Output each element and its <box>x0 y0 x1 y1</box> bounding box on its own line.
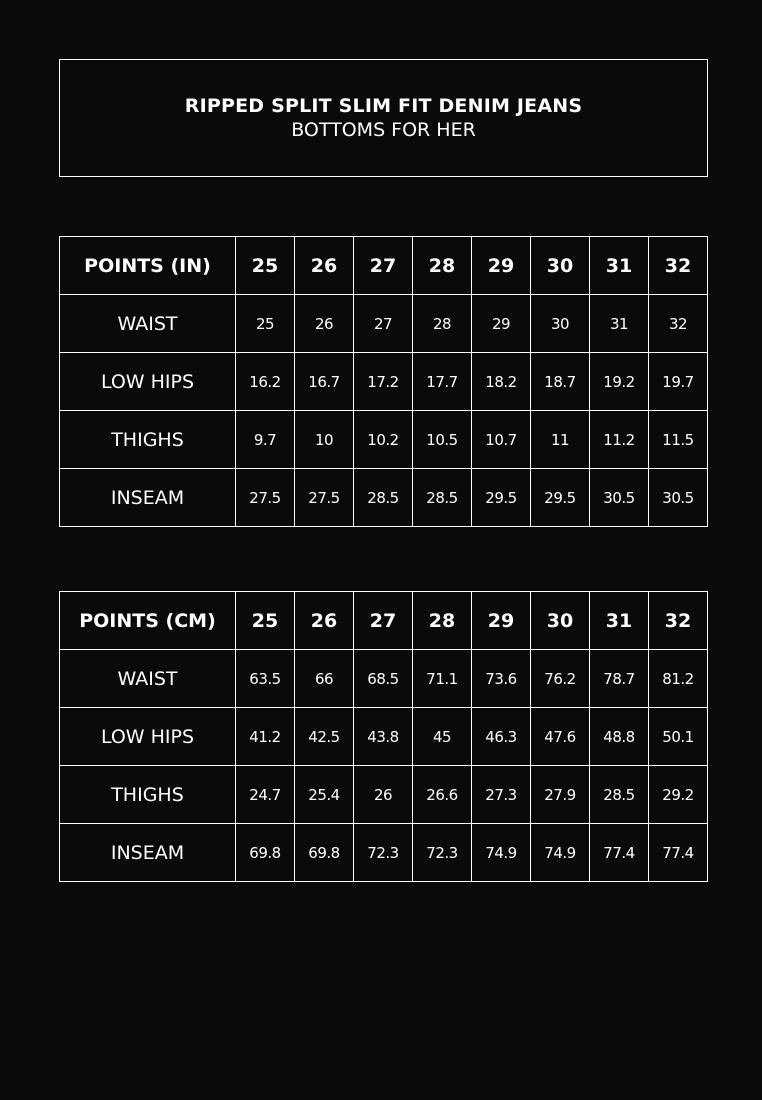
measurement-value: 63.5 <box>236 650 295 708</box>
size-header: 30 <box>531 592 590 650</box>
measurement-value: 28 <box>413 295 472 353</box>
measurement-value: 72.3 <box>354 824 413 882</box>
measurement-value: 17.7 <box>413 353 472 411</box>
measurement-value: 30.5 <box>649 469 708 527</box>
measurement-value: 66 <box>295 650 354 708</box>
measurement-value: 41.2 <box>236 708 295 766</box>
size-header: 32 <box>649 592 708 650</box>
measurement-value: 78.7 <box>590 650 649 708</box>
measurement-value: 29.5 <box>531 469 590 527</box>
measurement-value: 43.8 <box>354 708 413 766</box>
size-header: 30 <box>531 237 590 295</box>
measurement-value: 10.7 <box>472 411 531 469</box>
size-header: 27 <box>354 237 413 295</box>
measurement-value: 16.7 <box>295 353 354 411</box>
measurement-value: 72.3 <box>413 824 472 882</box>
measurement-value: 18.2 <box>472 353 531 411</box>
measurement-value: 19.2 <box>590 353 649 411</box>
size-header: 32 <box>649 237 708 295</box>
measurement-label: WAIST <box>60 295 236 353</box>
measurement-label: INSEAM <box>60 824 236 882</box>
measurement-label: THIGHS <box>60 766 236 824</box>
measurement-value: 30.5 <box>590 469 649 527</box>
measurement-value: 26.6 <box>413 766 472 824</box>
measurement-label: LOW HIPS <box>60 708 236 766</box>
measurement-value: 47.6 <box>531 708 590 766</box>
table-row <box>60 824 708 882</box>
measurement-value: 71.1 <box>413 650 472 708</box>
table-row <box>60 469 708 527</box>
points-unit-header: POINTS (IN) <box>60 237 236 295</box>
size-header: 25 <box>236 237 295 295</box>
measurement-value: 77.4 <box>590 824 649 882</box>
measurement-value: 31 <box>590 295 649 353</box>
measurement-value: 29.2 <box>649 766 708 824</box>
measurement-value: 69.8 <box>236 824 295 882</box>
measurement-value: 27.3 <box>472 766 531 824</box>
measurement-value: 10 <box>295 411 354 469</box>
size-header: 31 <box>590 237 649 295</box>
measurement-value: 77.4 <box>649 824 708 882</box>
measurement-value: 25 <box>236 295 295 353</box>
size-header: 26 <box>295 592 354 650</box>
size-header: 25 <box>236 592 295 650</box>
measurement-value: 68.5 <box>354 650 413 708</box>
measurement-value: 27.9 <box>531 766 590 824</box>
measurement-value: 27 <box>354 295 413 353</box>
measurement-value: 29.5 <box>472 469 531 527</box>
table-row <box>60 650 708 708</box>
measurement-value: 28.5 <box>590 766 649 824</box>
table-row <box>60 766 708 824</box>
measurement-value: 10.2 <box>354 411 413 469</box>
measurement-value: 16.2 <box>236 353 295 411</box>
table-row <box>60 411 708 469</box>
measurement-value: 10.5 <box>413 411 472 469</box>
table-row <box>60 353 708 411</box>
measurement-value: 50.1 <box>649 708 708 766</box>
table-row <box>60 295 708 353</box>
measurement-value: 11.2 <box>590 411 649 469</box>
measurement-value: 48.8 <box>590 708 649 766</box>
measurement-value: 69.8 <box>295 824 354 882</box>
measurement-value: 27.5 <box>295 469 354 527</box>
table-header-row <box>60 237 708 295</box>
measurement-value: 24.7 <box>236 766 295 824</box>
measurement-label: WAIST <box>60 650 236 708</box>
measurement-value: 26 <box>354 766 413 824</box>
product-title: RIPPED SPLIT SLIM FIT DENIM JEANS <box>184 95 583 117</box>
measurement-value: 74.9 <box>531 824 590 882</box>
size-header: 29 <box>472 237 531 295</box>
measurement-label: LOW HIPS <box>60 353 236 411</box>
measurement-value: 17.2 <box>354 353 413 411</box>
measurement-value: 32 <box>649 295 708 353</box>
measurement-value: 27.5 <box>236 469 295 527</box>
measurement-value: 74.9 <box>472 824 531 882</box>
measurement-value: 19.7 <box>649 353 708 411</box>
size-header: 27 <box>354 592 413 650</box>
measurement-value: 18.7 <box>531 353 590 411</box>
points-unit-header: POINTS (CM) <box>60 592 236 650</box>
measurement-label: THIGHS <box>60 411 236 469</box>
size-table-inches <box>59 236 708 527</box>
measurement-value: 30 <box>531 295 590 353</box>
size-header: 31 <box>590 592 649 650</box>
table-header-row <box>60 592 708 650</box>
measurement-value: 76.2 <box>531 650 590 708</box>
measurement-value: 25.4 <box>295 766 354 824</box>
size-table-centimeters <box>59 591 708 882</box>
measurement-value: 9.7 <box>236 411 295 469</box>
measurement-value: 29 <box>472 295 531 353</box>
table-row <box>60 708 708 766</box>
measurement-value: 26 <box>295 295 354 353</box>
measurement-label: INSEAM <box>60 469 236 527</box>
size-header: 28 <box>413 592 472 650</box>
measurement-value: 28.5 <box>354 469 413 527</box>
measurement-value: 11 <box>531 411 590 469</box>
measurement-value: 45 <box>413 708 472 766</box>
measurement-value: 42.5 <box>295 708 354 766</box>
measurement-value: 11.5 <box>649 411 708 469</box>
size-header: 26 <box>295 237 354 295</box>
size-header: 28 <box>413 237 472 295</box>
measurement-value: 46.3 <box>472 708 531 766</box>
measurement-value: 28.5 <box>413 469 472 527</box>
measurement-value: 81.2 <box>649 650 708 708</box>
size-header: 29 <box>472 592 531 650</box>
product-category: BOTTOMS FOR HER <box>291 119 476 141</box>
measurement-value: 73.6 <box>472 650 531 708</box>
title-box <box>59 59 708 177</box>
